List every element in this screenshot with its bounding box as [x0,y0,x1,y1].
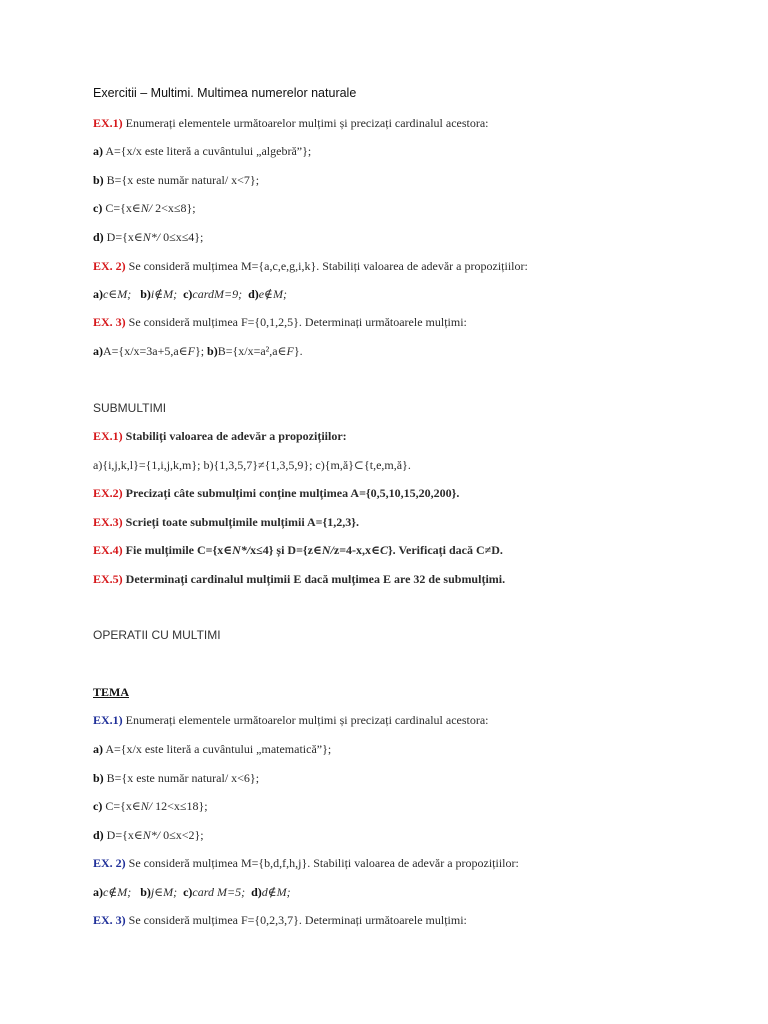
exercise-text-italic: ∈N/ [313,543,334,557]
item-a [93,144,311,159]
item-text: A={x/x este literă a cuvântului „matematică”}; [103,742,332,756]
item-text: B={x este număr natural/ x<6}; [103,771,260,785]
section-title-operatii: OPERATII CU MULTIMI [93,628,221,642]
sub-exercise-1-items: a){i,j,k,l}={1,i,j,k,m}; b){1,3,5,7}≠{1,3,5,9}; c){m,ă}⊂{t,e,m,ă}. [93,458,411,472]
exercise-text: Enumerați elementele următoarelor mulțimi și precizați cardinalul acestora: [122,713,489,727]
exercise-text: Enumerați elementele următoarelor mulțimi și precizați cardinalul acestora: [122,116,489,130]
item-text: C={x [102,799,132,813]
tema-exercise-3 [93,913,467,928]
tema-exercise-2 [93,856,519,871]
page-title: Exercitii – Multimi. Multimea numerelor naturale [93,86,357,100]
item-label: b) [93,771,104,785]
tema-exercise-2-items [93,885,291,900]
item-label: c) [183,885,193,899]
item-text: 0≤x≤4}; [160,230,204,244]
tema-item-c [93,799,208,814]
item-label: d) [93,230,104,244]
exercise-text: Se consideră mulțimea M={a,c,e,g,i,k}. Stabiliți valoarea de adevăr a propozițiilor: [125,259,528,273]
item-label: a) [93,742,103,756]
exercise-label: EX.3) [93,515,123,529]
exercise-label: EX. 3) [93,913,126,927]
exercise-label: EX.5) [93,572,123,586]
item-label: b) [140,287,151,301]
item-text: 12<x≤18}; [152,799,208,813]
exercise-3-items [93,344,303,359]
exercise-2-items [93,287,287,302]
sub-exercise-4 [93,543,503,558]
exercise-text-italic: ∈C [371,543,388,557]
item-text: card M=5; [192,885,246,899]
tema-exercise-1 [93,713,489,728]
tema-item-a [93,742,331,757]
exercise-label: EX.1) [93,116,123,130]
item-text: i∉M; [150,287,178,301]
item-text-italic: ∈N/ [131,201,153,215]
exercise-3 [93,315,467,330]
item-label: a) [93,144,103,158]
exercise-label: EX.1) [93,429,123,443]
item-text: D={x [103,230,134,244]
exercise-text: Se consideră mulțimea M={b,d,f,h,j}. Stabiliți valoarea de adevăr a propozițiilor: [125,856,519,870]
item-text: C={x [102,201,132,215]
exercise-text: Stabiliți valoarea de adevăr a propozițiilor: [122,429,347,443]
item-text: 0≤x<2}; [160,828,204,842]
exercise-text: Fie mulțimile C={x [122,543,224,557]
item-text: D={x [103,828,134,842]
exercise-label: EX. 2) [93,856,126,870]
exercise-label: EX.4) [93,543,123,557]
exercise-text: Se consideră mulțimea F={0,1,2,5}. Determinați următoarele mulțimi: [125,315,467,329]
exercise-2 [93,259,528,274]
tema-item-b [93,771,259,786]
sub-exercise-1 [93,429,347,444]
exercise-text: x≤4} și D={z [250,543,313,557]
item-text: d∉M; [261,885,291,899]
item-label: b) [93,173,104,187]
item-text: }; [194,344,205,358]
item-label: c) [183,287,193,301]
item-text: j∈M; [150,885,178,899]
item-label: d) [251,885,262,899]
item-label: a) [93,287,103,301]
item-label: c) [93,799,103,813]
item-label: d) [248,287,259,301]
exercise-text: Determinați cardinalul mulțimii E dacă mulțimea E are 32 de submulțimi. [122,572,506,586]
item-label: d) [93,828,104,842]
item-label: b) [207,344,218,358]
exercise-label: EX. 2) [93,259,126,273]
item-text: B={x/x=a²,a [217,344,278,358]
item-label: b) [140,885,151,899]
item-d [93,230,203,245]
item-label: a) [93,885,103,899]
item-text-italic: ∈N*/ [133,828,161,842]
item-text-italic: ∈F [178,344,195,358]
exercise-text: Scrieți toate submulțimile mulțimii A={1,2,3}. [122,515,359,529]
exercise-text: z=4-x,x [333,543,372,557]
item-label: a) [93,344,103,358]
item-c [93,201,196,216]
item-text: A={x/x=3a+5,a [103,344,179,358]
item-text-italic: ∈F [277,344,294,358]
section-title-submultimi: SUBMULTIMI [93,401,167,415]
exercise-label: EX.2) [93,486,123,500]
sub-exercise-2 [93,486,459,501]
item-text: A={x/x este literă a cuvântului „algebră”}; [103,144,312,158]
item-text: B={x este număr natural/ x<7}; [103,173,260,187]
exercise-text: Precizați câte submulțimi conține mulțimea A={0,5,10,15,20,200}. [122,486,460,500]
exercise-text: Se consideră mulțimea F={0,2,3,7}. Determinați următoarele mulțimi: [125,913,467,927]
exercise-label: EX. 3) [93,315,126,329]
item-text: 2<x≤8}; [152,201,196,215]
exercise-text: }. Verificați dacă C≠D. [387,543,503,557]
item-b [93,173,259,188]
item-text: c∉M; [103,885,132,899]
section-title-tema: TEMA [93,685,129,699]
exercise-text-italic: ∈N*/ [223,543,251,557]
item-text: e∉M; [258,287,287,301]
item-text: }. [293,344,303,358]
item-text: cardM=9; [192,287,243,301]
exercise-label: EX.1) [93,713,123,727]
exercise-1 [93,116,489,131]
item-label: c) [93,201,103,215]
item-text-italic: ∈N/ [131,799,153,813]
tema-item-d [93,828,204,843]
item-text: c∈M; [103,287,132,301]
item-text-italic: ∈N*/ [133,230,161,244]
sub-exercise-5 [93,572,505,587]
sub-exercise-3 [93,515,359,530]
